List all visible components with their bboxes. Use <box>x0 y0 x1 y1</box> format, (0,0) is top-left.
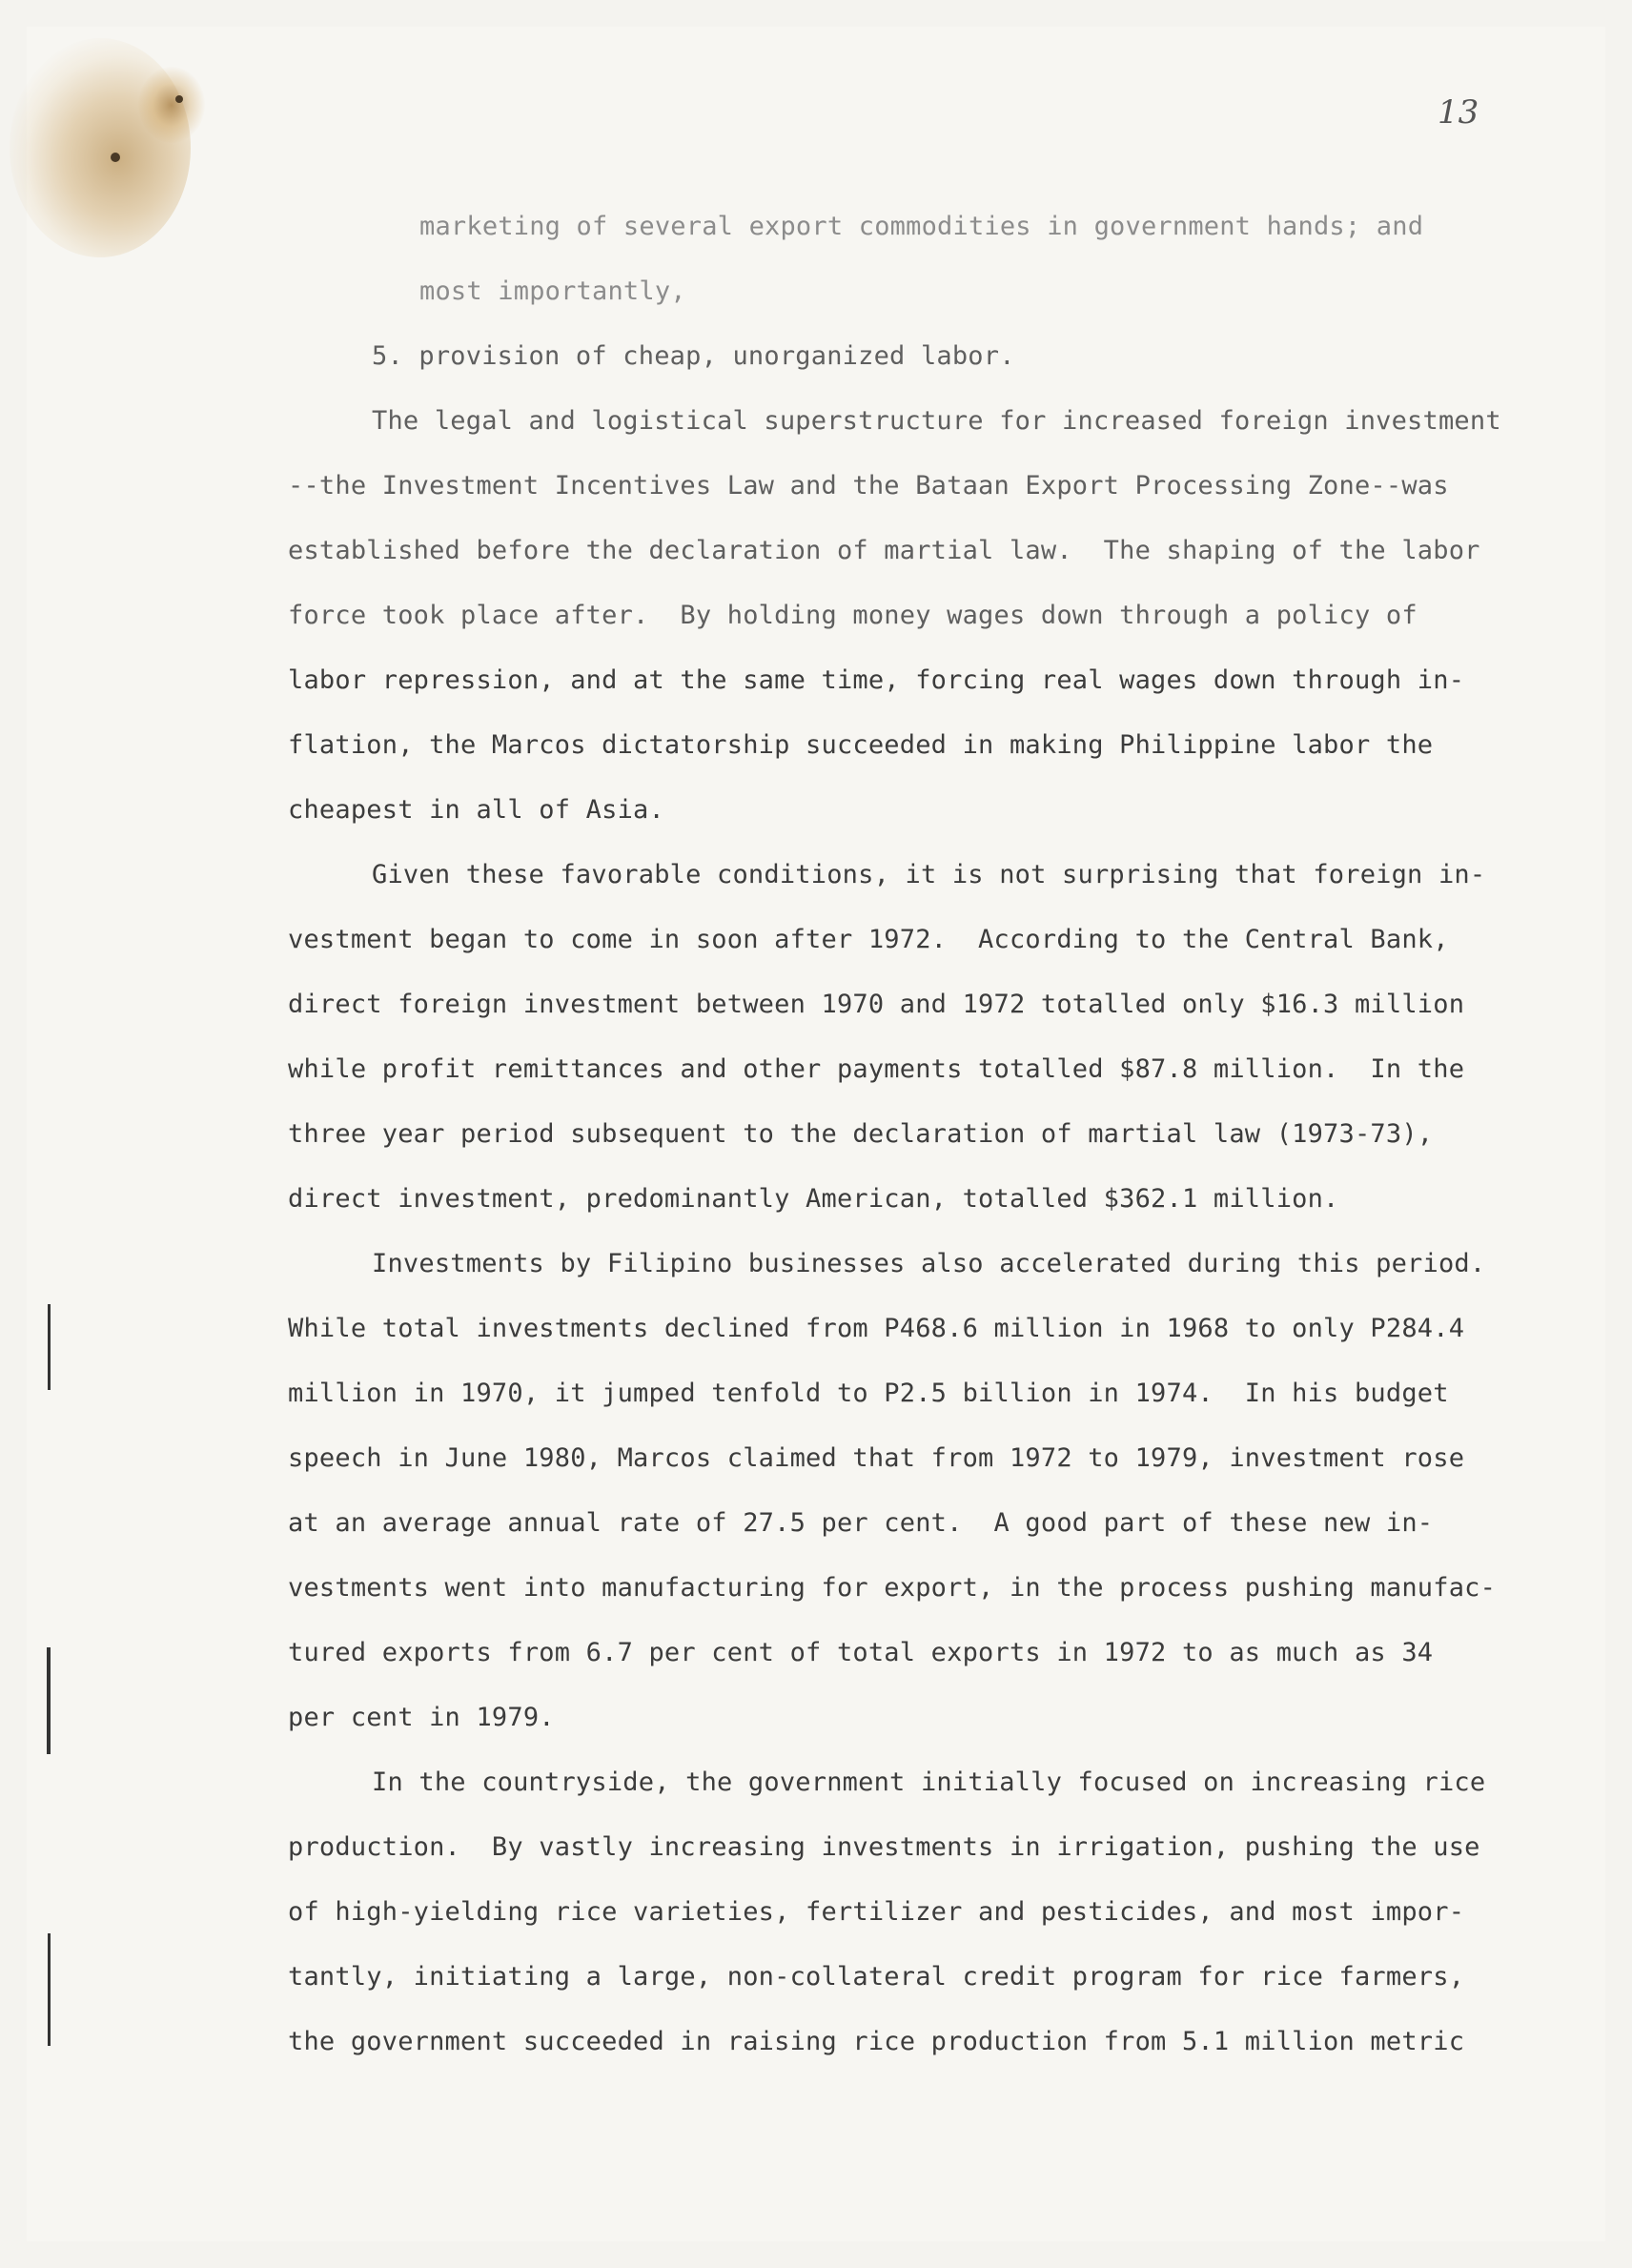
text-line: cheapest in all of Asia. <box>288 795 664 825</box>
text-line: vestment began to come in soon after 1972. According to the Central Bank, <box>288 925 1449 954</box>
page-number: 13 <box>1438 93 1479 132</box>
text-line: tantly, initiating a large, non-collateral credit program for rice farmers, <box>288 1962 1465 1992</box>
text-line: While total investments declined from P468.6 million in 1968 to only P284.4 <box>288 1314 1465 1343</box>
text-line: Investments by Filipino businesses also accelerated during this period. <box>372 1249 1486 1278</box>
text-line: In the countryside, the government initially focused on increasing rice <box>372 1767 1486 1797</box>
text-line: 5. provision of cheap, unorganized labor. <box>372 341 1015 371</box>
text-line: three year period subsequent to the declaration of martial law (1973-73), <box>288 1119 1434 1149</box>
stain-dot-small <box>175 95 183 103</box>
text-line: per cent in 1979. <box>288 1703 555 1732</box>
text-line: the government succeeded in raising rice production from 5.1 million metric <box>288 2027 1465 2056</box>
text-line: Given these favorable conditions, it is not surprising that foreign in- <box>372 860 1486 889</box>
text-line: vestments went into manufacturing for export, in the process pushing manufac- <box>288 1573 1497 1603</box>
text-line: at an average annual rate of 27.5 per cent. A good part of these new in- <box>288 1508 1434 1538</box>
margin-mark <box>48 1933 51 2046</box>
text-line: force took place after. By holding money wages down through a policy of <box>288 601 1418 630</box>
text-line: tured exports from 6.7 per cent of total exports in 1972 to as much as 34 <box>288 1638 1434 1667</box>
text-line: established before the declaration of martial law. The shaping of the labor <box>288 536 1480 565</box>
text-line: of high-yielding rice varieties, fertilizer and pesticides, and most impor- <box>288 1897 1465 1927</box>
text-line: labor repression, and at the same time, forcing real wages down through in- <box>288 665 1465 695</box>
text-line: flation, the Marcos dictatorship succeeded in making Philippine labor the <box>288 730 1434 760</box>
text-line: marketing of several export commodities in government hands; and <box>419 212 1424 241</box>
text-line: while profit remittances and other payments totalled $87.8 million. In the <box>288 1054 1465 1084</box>
text-line: --the Investment Incentives Law and the Bataan Export Processing Zone--was <box>288 471 1449 501</box>
margin-mark <box>48 1304 51 1390</box>
stain-mark-small <box>138 67 205 143</box>
stain-dot <box>111 153 120 162</box>
text-line: speech in June 1980, Marcos claimed that from 1972 to 1979, investment rose <box>288 1443 1465 1473</box>
text-line: production. By vastly increasing investments in irrigation, pushing the use <box>288 1832 1480 1862</box>
text-line: direct investment, predominantly American, totalled $362.1 million. <box>288 1184 1339 1214</box>
text-line: million in 1970, it jumped tenfold to P2.5 billion in 1974. In his budget <box>288 1379 1449 1408</box>
text-line: The legal and logistical superstructure for increased foreign investment <box>372 406 1501 436</box>
text-line: most importantly, <box>419 276 686 306</box>
margin-mark <box>47 1647 51 1754</box>
text-line: direct foreign investment between 1970 and 1972 totalled only $16.3 million <box>288 990 1465 1019</box>
